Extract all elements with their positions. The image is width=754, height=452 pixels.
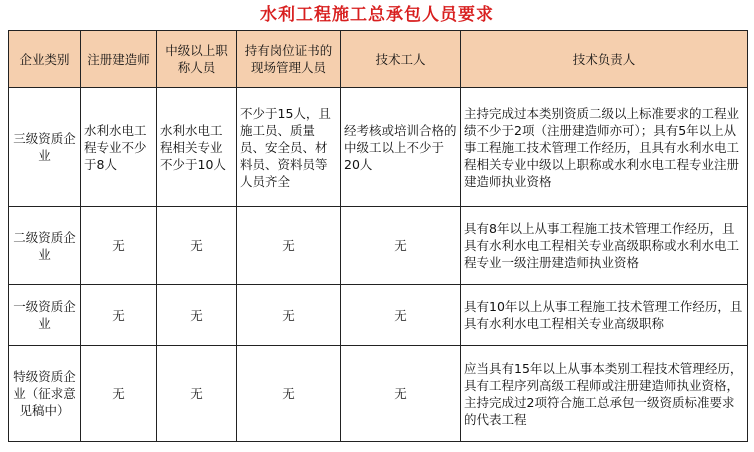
header-workers: 技术工人 — [341, 31, 461, 88]
category-cell: 特级资质企业（征求意见稿中） — [9, 346, 81, 442]
table-row — [9, 88, 748, 207]
table-row — [9, 285, 748, 346]
workers-cell: 无 — [341, 207, 461, 285]
tech-lead-cell: 应当具有15年以上从事本类别工程技术管理经历，具有工程序列高级工程师或注册建造师执业资格，主持完成过2项符合施工总承包一级资质标准要求的代表工程 — [461, 346, 748, 442]
builder-cell: 无 — [81, 285, 157, 346]
workers-cell: 无 — [341, 285, 461, 346]
table-row — [9, 207, 748, 285]
workers-cell: 经考核或培训合格的中级工以上不少于20人 — [341, 88, 461, 207]
mid-title-cell: 无 — [157, 285, 237, 346]
header-category: 企业类别 — [9, 31, 81, 88]
header-row — [9, 31, 748, 88]
tech-lead-cell: 主持完成过本类别资质二级以上标准要求的工程业绩不少于2项（注册建造师亦可）；具有5年以上从事工程施工技术管理工作经历，且具有水利水电工程相关专业中级以上职称或水利水电工程专业注册建造师执业资格 — [461, 88, 748, 207]
category-cell: 一级资质企业 — [9, 285, 81, 346]
header-tech-lead: 技术负责人 — [461, 31, 748, 88]
category-cell: 二级资质企业 — [9, 207, 81, 285]
category-cell: 三级资质企业 — [9, 88, 81, 207]
requirements-table — [8, 30, 748, 442]
table-row — [9, 346, 748, 442]
builder-cell: 水利水电工程专业不少于8人 — [81, 88, 157, 207]
tech-lead-cell: 具有10年以上从事工程施工技术管理工作经历，且具有水利水电工程相关专业高级职称 — [461, 285, 748, 346]
tech-lead-cell: 具有8年以上从事工程施工技术管理工作经历，且具有水利水电工程相关专业高级职称或水利水电工程专业一级注册建造师执业资格 — [461, 207, 748, 285]
mid-title-cell: 无 — [157, 207, 237, 285]
builder-cell: 无 — [81, 207, 157, 285]
header-site-mgmt: 持有岗位证书的现场管理人员 — [237, 31, 341, 88]
mid-title-cell: 无 — [157, 346, 237, 442]
header-mid-title: 中级以上职称人员 — [157, 31, 237, 88]
site-mgmt-cell: 无 — [237, 207, 341, 285]
builder-cell: 无 — [81, 346, 157, 442]
workers-cell: 无 — [341, 346, 461, 442]
site-mgmt-cell: 无 — [237, 346, 341, 442]
site-mgmt-cell: 不少于15人，且施工员、质量员、安全员、材料员、资料员等人员齐全 — [237, 88, 341, 207]
mid-title-cell: 水利水电工程相关专业不少于10人 — [157, 88, 237, 207]
table-title: 水利工程施工总承包人员要求 — [260, 5, 494, 25]
header-builder: 注册建造师 — [81, 31, 157, 88]
site-mgmt-cell: 无 — [237, 285, 341, 346]
